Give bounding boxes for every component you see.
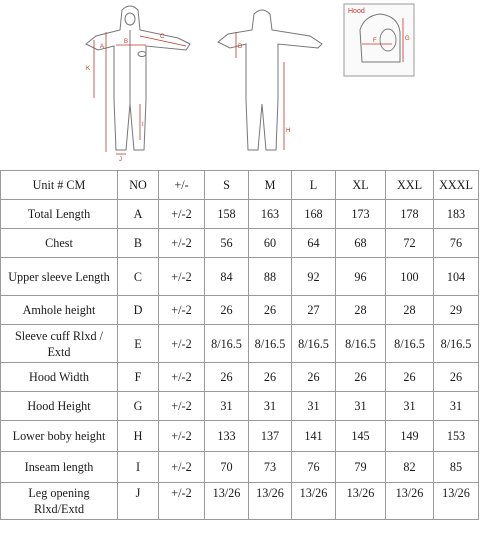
cell-xxl: 178: [386, 200, 434, 229]
cell-l: 168: [292, 200, 336, 229]
header-cell: XL: [336, 171, 386, 200]
cell-l: 76: [292, 452, 336, 483]
cell-xxxl: 13/26: [434, 483, 479, 520]
row-tolerance: +/-2: [159, 483, 205, 520]
front-view: [86, 6, 190, 150]
cell-l: 26: [292, 363, 336, 392]
table-header-row: [1, 171, 479, 200]
row-no: F: [118, 363, 159, 392]
row-no: G: [118, 392, 159, 421]
cell-l: 31: [292, 392, 336, 421]
row-tolerance: +/-2: [159, 296, 205, 325]
cell-xl: 26: [336, 363, 386, 392]
table-row: [1, 452, 479, 483]
cell-s: 13/26: [205, 483, 249, 520]
cell-s: 8/16.5: [205, 325, 249, 363]
cell-xxl: 100: [386, 258, 434, 296]
cell-xxl: 8/16.5: [386, 325, 434, 363]
row-no: C: [118, 258, 159, 296]
table-row: [1, 483, 479, 520]
label-c: C: [160, 34, 165, 40]
row-name: Upper sleeve Length: [1, 258, 118, 296]
cell-xl: 31: [336, 392, 386, 421]
row-tolerance: +/-2: [159, 392, 205, 421]
cell-xxxl: 29: [434, 296, 479, 325]
table-row: [1, 421, 479, 452]
cell-l: 8/16.5: [292, 325, 336, 363]
row-no: I: [118, 452, 159, 483]
header-cell: S: [205, 171, 249, 200]
table-row: [1, 325, 479, 363]
label-i: I: [142, 122, 144, 128]
cell-m: 8/16.5: [249, 325, 292, 363]
row-name: Sleeve cuff Rlxd / Extd: [1, 325, 118, 363]
cell-s: 56: [205, 229, 249, 258]
coverall-figure: [0, 0, 480, 165]
cell-xxxl: 153: [434, 421, 479, 452]
row-name: Total Length: [1, 200, 118, 229]
header-cell: L: [292, 171, 336, 200]
row-name: Inseam length: [1, 452, 118, 483]
cell-xxl: 13/26: [386, 483, 434, 520]
header-cell: M: [249, 171, 292, 200]
table-row: [1, 296, 479, 325]
cell-m: 60: [249, 229, 292, 258]
cell-xxxl: 183: [434, 200, 479, 229]
cell-m: 31: [249, 392, 292, 421]
table-row: [1, 200, 479, 229]
cell-l: 27: [292, 296, 336, 325]
cell-l: 92: [292, 258, 336, 296]
cell-xl: 13/26: [336, 483, 386, 520]
row-tolerance: +/-2: [159, 325, 205, 363]
cell-xxxl: 85: [434, 452, 479, 483]
label-b: B: [124, 39, 129, 45]
label-k: K: [86, 66, 91, 72]
cell-xxxl: 31: [434, 392, 479, 421]
cell-m: 26: [249, 363, 292, 392]
hood-title: Hood: [348, 8, 365, 15]
row-name: Leg opening Rlxd/Extd: [1, 483, 118, 520]
cell-xxl: 149: [386, 421, 434, 452]
cell-s: 84: [205, 258, 249, 296]
label-h: H: [286, 128, 291, 134]
cell-xl: 79: [336, 452, 386, 483]
row-no: H: [118, 421, 159, 452]
header-cell: +/-: [159, 171, 205, 200]
size-chart-table: [0, 170, 479, 520]
cell-xxl: 26: [386, 363, 434, 392]
row-tolerance: +/-2: [159, 452, 205, 483]
cell-s: 31: [205, 392, 249, 421]
cell-s: 70: [205, 452, 249, 483]
row-no: A: [118, 200, 159, 229]
header-cell: XXXL: [434, 171, 479, 200]
label-d: D: [238, 44, 243, 50]
header-cell: NO: [118, 171, 159, 200]
header-cell: XXL: [386, 171, 434, 200]
cell-m: 26: [249, 296, 292, 325]
row-name: Hood Height: [1, 392, 118, 421]
cell-m: 13/26: [249, 483, 292, 520]
cell-xxl: 82: [386, 452, 434, 483]
cell-xxxl: 104: [434, 258, 479, 296]
row-tolerance: +/-2: [159, 258, 205, 296]
cell-m: 163: [249, 200, 292, 229]
cell-xxxl: 76: [434, 229, 479, 258]
back-view: [218, 10, 322, 150]
row-name: Hood Width: [1, 363, 118, 392]
cell-xxl: 31: [386, 392, 434, 421]
row-no: E: [118, 325, 159, 363]
cell-xl: 96: [336, 258, 386, 296]
row-tolerance: +/-2: [159, 229, 205, 258]
row-name: Amhole height: [1, 296, 118, 325]
cell-m: 88: [249, 258, 292, 296]
cell-s: 26: [205, 296, 249, 325]
row-no: B: [118, 229, 159, 258]
row-name: Chest: [1, 229, 118, 258]
label-a: A: [100, 44, 105, 50]
cell-xxxl: 26: [434, 363, 479, 392]
row-no: D: [118, 296, 159, 325]
cell-xxxl: 8/16.5: [434, 325, 479, 363]
table-row: [1, 258, 479, 296]
cell-l: 141: [292, 421, 336, 452]
cell-xl: 145: [336, 421, 386, 452]
cell-s: 26: [205, 363, 249, 392]
label-g: G: [405, 36, 410, 42]
table-row: [1, 392, 479, 421]
front-measure-lines: [94, 32, 186, 154]
row-name: Lower boby height: [1, 421, 118, 452]
cell-xl: 173: [336, 200, 386, 229]
cell-m: 73: [249, 452, 292, 483]
label-j: J: [119, 157, 122, 163]
cell-s: 158: [205, 200, 249, 229]
table-row: [1, 363, 479, 392]
row-no: J: [118, 483, 159, 520]
coverall-diagram: [0, 0, 480, 165]
cell-xl: 8/16.5: [336, 325, 386, 363]
cell-xxl: 72: [386, 229, 434, 258]
label-f: F: [373, 38, 377, 44]
header-cell: Unit # CM: [1, 171, 118, 200]
row-tolerance: +/-2: [159, 363, 205, 392]
table-row: [1, 229, 479, 258]
cell-s: 133: [205, 421, 249, 452]
row-tolerance: +/-2: [159, 421, 205, 452]
cell-xl: 28: [336, 296, 386, 325]
cell-m: 137: [249, 421, 292, 452]
cell-l: 13/26: [292, 483, 336, 520]
row-tolerance: +/-2: [159, 200, 205, 229]
cell-l: 64: [292, 229, 336, 258]
cell-xl: 68: [336, 229, 386, 258]
cell-xxl: 28: [386, 296, 434, 325]
